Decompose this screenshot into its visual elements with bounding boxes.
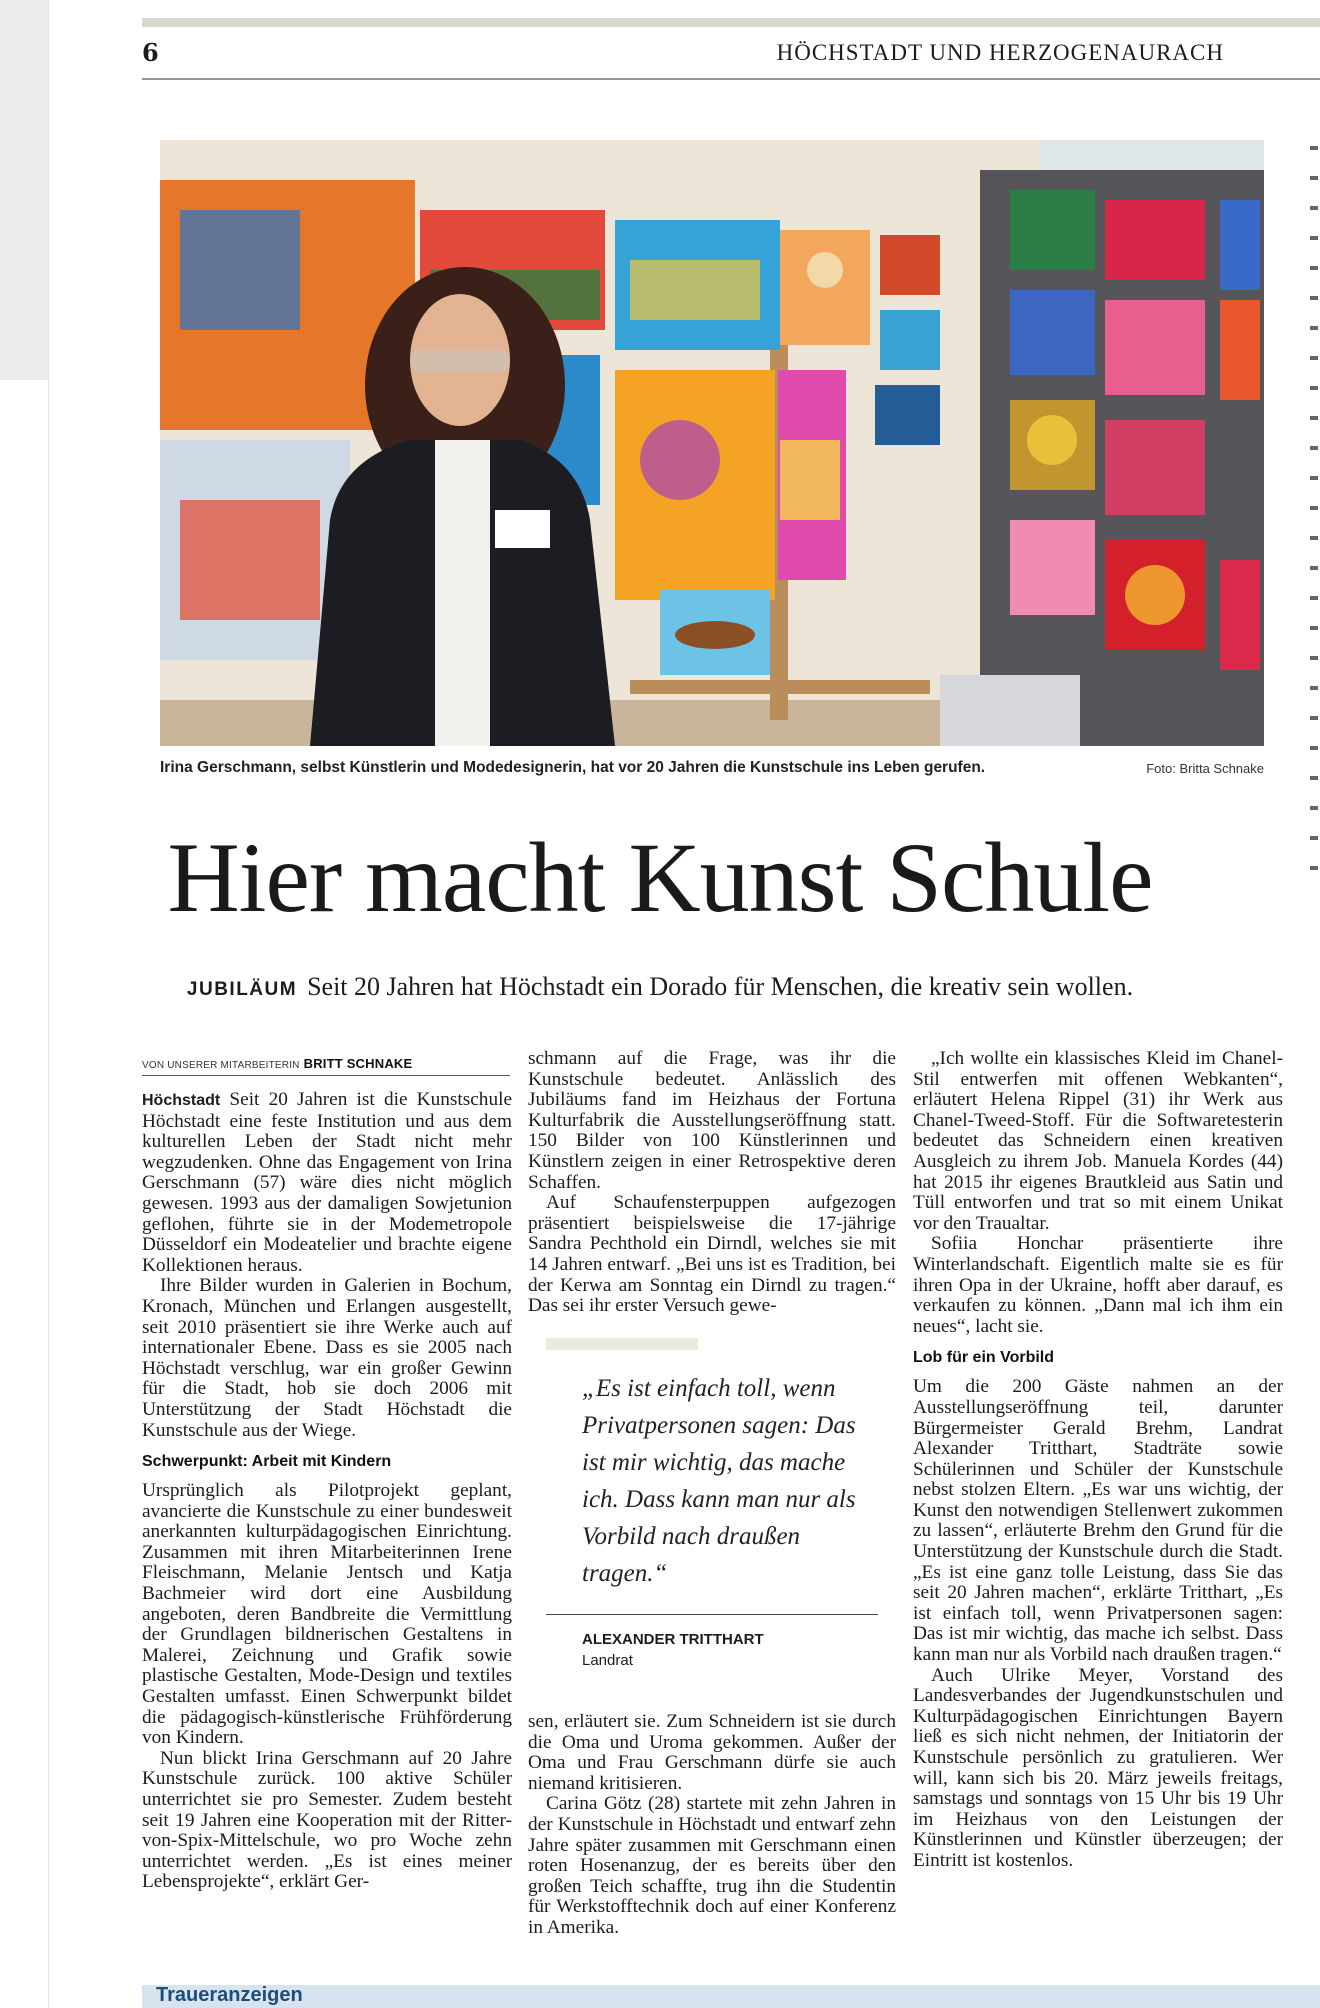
section-title: HÖCHSTADT UND HERZOGENAURACH xyxy=(776,40,1224,65)
author-name: BRITT SCHNAKE xyxy=(303,1056,413,1071)
paragraph: Sofiia Honchar präsentierte ihre Winterlandschaft. Eigentlich malte sie es für ihren Opa in der Ukraine, hofft aber darauf, es verkaufen zu können. „Dann mal ich ihm ein neues“, lacht sie. xyxy=(913,1233,1283,1337)
quote-author: ALEXANDER TRITTHART xyxy=(582,1631,764,1648)
quote-author-role: Landrat xyxy=(582,1652,633,1669)
column-2-bottom xyxy=(528,1712,896,1939)
paragraph: Carina Götz (28) startete mit zehn Jahren in der Kunstschule in Höchstadt und entwarf zehn Jahre später zusammen mit Gerschmann einen roten Hosenanzug, der es bereits über den großen Teich schaffte, trug ihn die Studentin für Werkstofftechnik doch auf einer Konferenz in Amerika. xyxy=(528,1793,896,1938)
footer-section-bar xyxy=(142,1985,1320,2008)
footer-section-label[interactable]: Traueranzeigen xyxy=(156,1984,303,2006)
subhead: Lob für ein Vorbild xyxy=(913,1349,1055,1367)
paragraph: Um die 200 Gäste nahmen an der Ausstellungseröffnung teil, darunter Bürgermeister Gerald Brehm, Landrat Alexander Tritthart, Stadträte sowie Schülerinnen und Schüler der Kunstschule nebst stolzen Eltern. „Es war uns wichtig, der Kunst den notwendigen Stellenwert zukommen zu lassen“, erläuterte Brehm den Grund für die Unterstützung der Kunstschule durch die Stadt. „Es ist eine ganz tolle Leistung, dass Sie das seit 20 Jahren machen“, erklärte Tritthart, „Es ist einfach toll, wenn Privatpersonen sagen: Das ist mir wichtig, das mache ich selbst. Dass kann man nur als Vorbild nach draußen tragen.“ xyxy=(913,1376,1283,1666)
left-margin-strip xyxy=(0,0,48,380)
paragraph: Auch Ulrike Meyer, Vorstand des Landesverbandes der Jugendkunstschulen und Kulturpädagogischen Einrichtungen Bayern ließ es sich nicht nehmen, der Initiatorin der Kunstschule persönlich zu gratulieren. Wer will, kann sich bis 20. März jeweils freitags, samstags und sonntags von 15 Uhr bis 19 Uhr im Heizhaus von den Leistungen der Künstlerinnen und Künstler überzeugen; der Eintritt ist kostenlos. xyxy=(913,1664,1283,1871)
author-rule xyxy=(142,1075,510,1076)
page-number: 6 xyxy=(142,38,159,67)
quote-bar xyxy=(546,1338,698,1350)
paragraph: schmann auf die Frage, was ihr die Kunstschule bedeutet. Anlässlich des Jubiläums fand im Heizhaus der Fortuna Kulturfabrik die Ausstellungseröffnung statt. 150 Bilder von 100 Künstlerinnen und Künstlern zeigen in einer Retrospektive deren Schaffen. xyxy=(528,1048,896,1193)
quote-rule xyxy=(546,1614,878,1615)
author-line xyxy=(142,1056,510,1071)
headline: Hier macht Kunst Schule xyxy=(167,822,1153,933)
photo-illustration xyxy=(160,140,1264,746)
top-band xyxy=(142,18,1320,27)
subheadline-line xyxy=(0,972,1320,1002)
subhead: Schwerpunkt: Arbeit mit Kindern xyxy=(142,1453,392,1471)
paragraph: Ursprünglich als Pilotprojekt geplant, avancierte die Kunstschule zu einer bundesweit anerkannten kulturpädagogischen Einrichtung. Zusammen mit ihren Mitarbeiterinnen Irene Fleischmann, Melanie Jentsch und Katja Bachmeier wird dort eine Ausbildung angeboten, deren Bandbreite die Vermittlung der Grundlagen bildnerischen Gestaltens in Malerei, Zeichnung und Grafik sowie plastische Gestalten, Mode-Design und textiles Gestalten umfasst. Einen Schwerpunkt bildet die pädagogisch-künstlerische Frühförderung von Kindern. xyxy=(142,1480,512,1749)
paragraph: Nun blickt Irina Gerschmann auf 20 Jahre Kunstschule zurück. 100 aktive Schüler unterrichtet sie pro Semester. Zudem besteht seit 19 Jahren eine Kooperation mit der Ritter-von-Spix-Mittelschule, wo pro Woche zehn unterrichtet werden. „Es ist eines meiner Lebensprojekte“, erklärt Ger- xyxy=(142,1747,512,1893)
author-prefix: VON UNSERER MITARBEITERIN xyxy=(142,1060,300,1071)
paragraph: sen, erläutert sie. Zum Schneidern ist sie durch die Oma und Uroma gekommen. Außer der Oma und Frau Gerschmann dürfe sie auch niemand kritisieren. xyxy=(528,1711,896,1794)
paragraph: Auf Schaufensterpuppen aufgezogen präsentiert beispielsweise die 17-jährige Sandra Pechthold ein Dirndl, welches sie mit 14 Jahren entwarf. „Bei uns ist es Tradition, bei der Kerwa am Sonntag ein Dirndl zu tragen.“ Das sei ihr erster Versuch gewe- xyxy=(528,1192,896,1317)
dateline: Höchstadt xyxy=(142,1092,221,1109)
column-2-top xyxy=(528,1049,896,1317)
pull-quote xyxy=(546,1338,878,1669)
kicker-label: JUBILÄUM xyxy=(186,979,298,1000)
subheadline: Seit 20 Jahren hat Höchstadt ein Dorado für Menschen, die kreativ sein wollen. xyxy=(307,972,1134,1001)
paragraph: „Ich wollte ein klassisches Kleid im Chanel-Stil entwerfen mit offenen Webkanten“, erläutert Helena Rippel (31) ihr Werk aus Chanel-Tweed-Stoff. Für die Softwaretesterin bedeutet das Schneidern einen kreativen Ausgleich zu ihrem Job. Manuela Kordes (44) hat 2015 ihr eigenes Brautkleid aus Satin und Tüll entworfen und trat so mit einem Unikat vor den Traualtar. xyxy=(913,1048,1283,1234)
photo-caption: Irina Gerschmann, selbst Künstlerin und Modedesignerin, hat vor 20 Jahren die Kunstschule ins Leben gerufen. xyxy=(160,759,986,776)
photo-credit: Foto: Britta Schnake xyxy=(1146,761,1264,776)
quote-text: „Es ist einfach toll, wenn Privatpersonen sagen: Das ist mir wichtig, das mache ich. Dass kann man nur als Vorbild nach draußen tragen.“ xyxy=(582,1375,856,1587)
column-3 xyxy=(913,1049,1283,1872)
paragraph: Ihre Bilder wurden in Galerien in Bochum, Kronach, München und Erlangen ausgestellt, seit 2010 präsentiert sie ihre Werke auch auf internationaler Ebene. Dass es sie 2005 nach Höchstadt verschlug, war ein großer Gewinn für die Stadt, hob sie doch 2006 mit Unterstützung der Stadt Höchstadt die Kunstschule aus der Wiege. xyxy=(142,1275,512,1441)
header-rule xyxy=(142,78,1320,80)
adjacent-page-edge xyxy=(1306,120,1320,2000)
column-1 xyxy=(142,1090,512,1893)
left-edge-line xyxy=(48,0,49,2008)
article-photo xyxy=(160,140,1264,746)
paragraph: Höchstadt Seit 20 Jahren ist die Kunstschule Höchstadt eine feste Institution und aus dem kulturellen Leben der Stadt nicht mehr wegzudenken. Ohne das Engagement von Irina Gerschmann (57) wäre dies nicht möglich gewesen. 1993 aus der damaligen Sowjetunion geflohen, führte sie in der Modemetropole Düsseldorf ein Modeatelier und brachte eigene Kollektionen heraus. xyxy=(142,1089,513,1276)
